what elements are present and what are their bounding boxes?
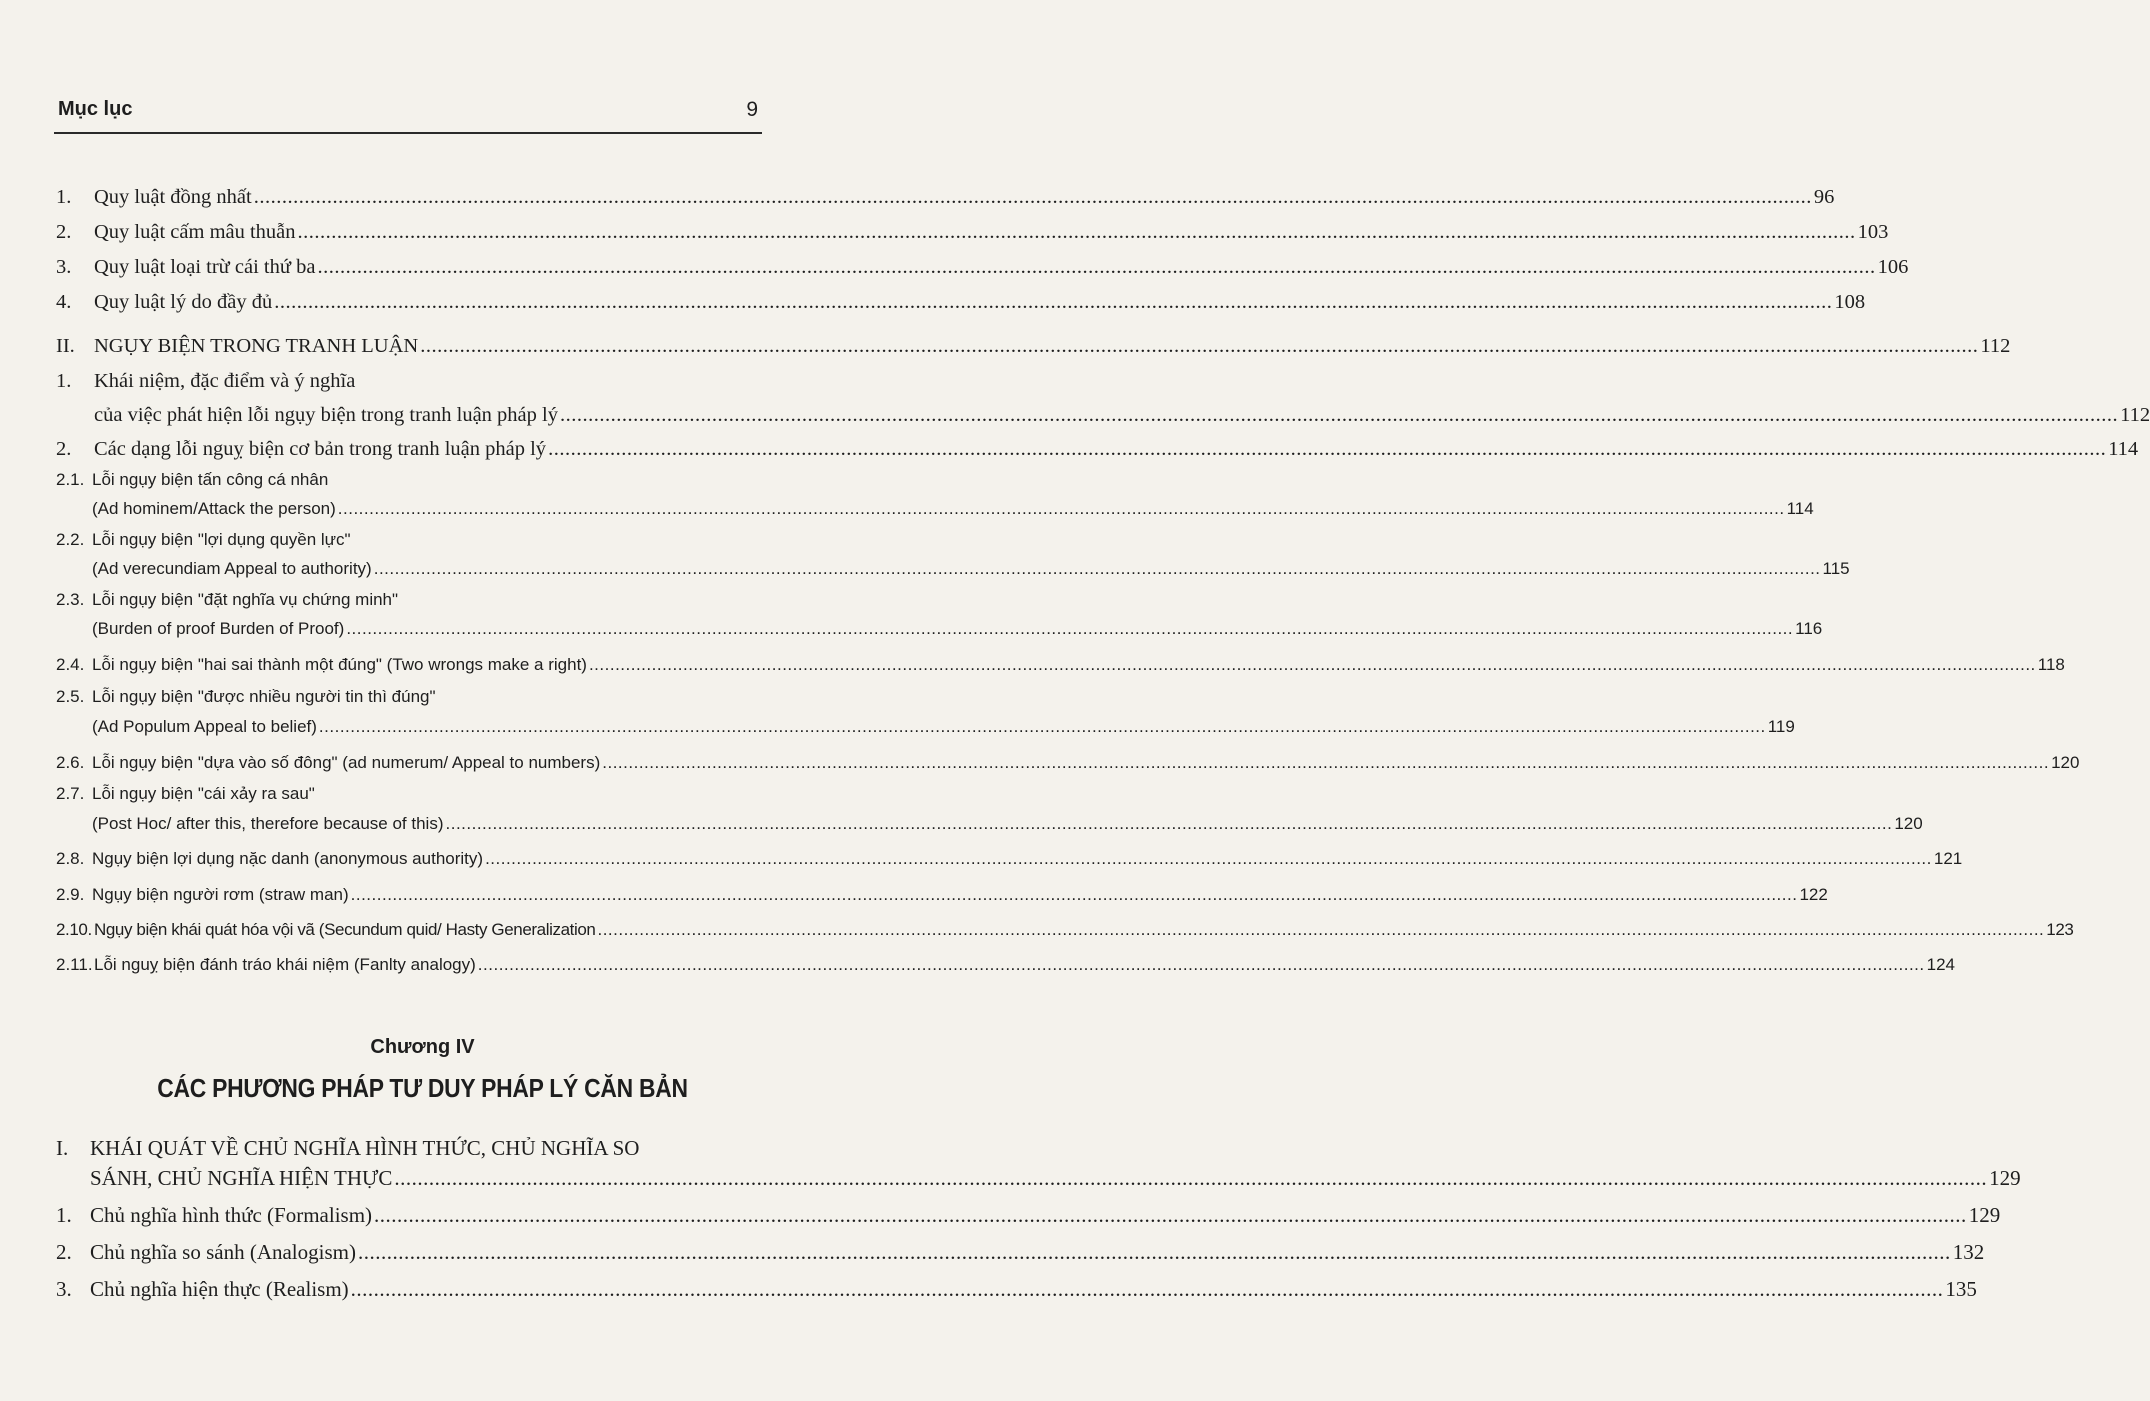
entry-page: 114 [1786, 499, 1814, 518]
leader-dots [478, 955, 1925, 975]
entry-title: Các dạng lỗi nguỵ biện cơ bản trong tranh luận pháp lý [94, 438, 547, 460]
toc-entry-continuation[interactable] [56, 717, 1795, 753]
leader-dots [589, 655, 2036, 675]
entry-title-cont: (Ad Populum Appeal to belief) [92, 717, 317, 736]
entry-title: Lỗi ngụy biện tấn công cá nhân [92, 470, 329, 489]
running-header-title: Mục lục [58, 98, 133, 120]
entry-number: 2.4. [56, 655, 85, 674]
entry-page: 120 [1894, 814, 1923, 833]
entry-number: 2. [56, 438, 72, 460]
leader-dots [560, 404, 2118, 427]
entry-title-cont: SÁNH, CHỦ NGHĨA HIỆN THỰC [90, 1166, 393, 1190]
entry-number: 2.9. [56, 885, 85, 904]
entry-title: Quy luật cấm mâu thuẫn [94, 221, 296, 243]
entry-page: 119 [1767, 717, 1795, 736]
entry-title: Chủ nghĩa hình thức (Formalism) [90, 1203, 373, 1227]
entry-number: II. [56, 335, 75, 357]
leader-dots [351, 885, 1798, 905]
toc-entry[interactable] [56, 470, 762, 499]
entry-title: Quy luật đồng nhất [94, 186, 252, 208]
entry-number: 3. [56, 1277, 72, 1301]
entry-title: Lỗi ngụy biện "hai sai thành một đúng" (Two wrongs make a right) [92, 655, 587, 674]
entry-title: Quy luật lý do đầy đủ [94, 291, 273, 313]
toc-entry-continuation[interactable] [56, 619, 1823, 655]
toc-entry[interactable] [56, 849, 1963, 885]
leader-dots [446, 814, 1893, 834]
leader-dots [374, 559, 1821, 579]
entry-number: 3. [56, 256, 72, 278]
chapter-title: CÁC PHƯƠNG PHÁP TƯ DUY PHÁP LÝ CĂN BẢN [157, 1073, 688, 1103]
entry-page: 129 [1989, 1166, 2021, 1190]
leader-dots [485, 849, 1932, 869]
entry-page: 114 [2108, 438, 2139, 460]
entry-page: 132 [1952, 1240, 1985, 1264]
entry-title: Quy luật loại trừ cái thứ ba [94, 256, 316, 278]
entry-number: 2.11. [56, 955, 93, 974]
entry-number: 2.8. [56, 849, 85, 868]
toc-entry[interactable] [56, 335, 2011, 370]
entry-page: 118 [2037, 655, 2065, 674]
entry-number: 1. [56, 370, 72, 392]
entry-number: 2.3. [56, 590, 85, 609]
entry-number: 2. [56, 221, 72, 243]
leader-dots [597, 920, 2044, 940]
leader-dots [351, 1277, 1944, 1302]
entry-title-cont: (Burden of proof Burden of Proof) [92, 619, 345, 638]
entry-title: Chủ nghĩa hiện thực (Realism) [90, 1277, 349, 1301]
entry-title: Lỗi ngụy biện "cái xảy ra sau" [92, 784, 315, 803]
toc-entry-continuation[interactable] [56, 814, 1923, 849]
entry-title-cont: (Post Hoc/ after this, therefore because of this) [92, 814, 444, 833]
entry-page: 103 [1857, 221, 1889, 243]
header-rule [54, 132, 762, 134]
toc-entry[interactable] [56, 784, 762, 814]
leader-dots [602, 753, 2049, 773]
leader-dots [358, 1240, 1951, 1265]
leader-dots [338, 499, 1785, 519]
toc-entry[interactable] [56, 530, 762, 559]
entry-page: 96 [1813, 186, 1835, 208]
leader-dots [374, 1203, 1967, 1228]
toc-entry[interactable] [56, 370, 762, 404]
page-number: 9 [746, 98, 758, 121]
entry-page: 112 [1980, 335, 2011, 357]
entry-title: Khái niệm, đặc điểm và ý nghĩa [94, 370, 356, 392]
leader-dots [254, 186, 1812, 209]
entry-page: 124 [1926, 955, 1955, 974]
entry-title: Lỗi ngụy biện "lợi dụng quyền lực" [92, 530, 351, 549]
toc-entry[interactable] [56, 885, 1828, 920]
entry-number: 2.7. [56, 784, 85, 803]
toc-entry-continuation[interactable] [56, 404, 2150, 438]
entry-page: 121 [1933, 849, 1963, 868]
entry-title-cont: (Ad hominem/Attack the person) [92, 499, 336, 518]
leader-dots [394, 1166, 1987, 1191]
entry-number: 2.10. [56, 920, 92, 939]
entry-page: 129 [1968, 1203, 2001, 1227]
entry-page: 106 [1877, 256, 1909, 278]
entry-number: 2.6. [56, 753, 85, 772]
leader-dots [420, 335, 1978, 358]
entry-number: 1. [56, 186, 72, 208]
entry-title: Lỗi ngụy biện "được nhiều người tin thì đúng" [92, 687, 436, 706]
chapter-label: Chương IV [370, 1036, 475, 1058]
toc-list [56, 186, 2150, 990]
entry-title: Ngụy biện khái quát hóa vội vã (Secundum quid/ Hasty Generalization [94, 920, 596, 939]
toc-entry[interactable] [56, 1240, 1985, 1277]
entry-page: 112 [2120, 404, 2150, 426]
entry-page: 122 [1799, 885, 1828, 904]
leader-dots [317, 256, 1875, 279]
entry-number: 2. [56, 1240, 72, 1264]
entry-title: Ngụy biện người rơm (straw man) [92, 885, 349, 904]
toc-list-chapter-iv [56, 1136, 2021, 1314]
toc-entry[interactable] [56, 920, 2074, 955]
entry-page: 120 [2051, 753, 2080, 772]
toc-entry[interactable] [56, 1203, 2001, 1240]
entry-title: Lỗi ngụy biện "dựa vào số đông" (ad numerum/ Appeal to numbers) [92, 753, 601, 772]
entry-title: NGỤY BIỆN TRONG TRANH LUẬN [94, 335, 419, 357]
entry-number: 2.2. [56, 530, 85, 549]
toc-entry[interactable] [56, 221, 1889, 256]
entry-title: KHÁI QUÁT VỀ CHỦ NGHĨA HÌNH THỨC, CHỦ NGHĨA SO [90, 1136, 640, 1160]
toc-entry[interactable] [56, 1136, 762, 1166]
entry-title-cont: của việc phát hiện lỗi ngụy biện trong tranh luận pháp lý [94, 404, 558, 426]
leader-dots [319, 717, 1766, 737]
toc-entry[interactable] [56, 291, 1866, 335]
entry-page: 116 [1795, 619, 1823, 638]
entry-number: 2.5. [56, 687, 85, 706]
entry-number: 1. [56, 1203, 72, 1227]
toc-entry[interactable] [56, 438, 2139, 470]
entry-title-cont: (Ad verecundiam Appeal to authority) [92, 559, 372, 578]
entry-page: 123 [2046, 920, 2074, 939]
entry-title: Lỗi ngụy biện "đặt nghĩa vụ chứng minh" [92, 590, 399, 609]
leader-dots [298, 221, 1856, 244]
entry-title: Lỗi nguỵ biện đánh tráo khái niệm (Fanlty analogy) [94, 955, 476, 974]
toc-entry[interactable] [56, 590, 762, 619]
toc-entry-continuation[interactable] [56, 1166, 2021, 1203]
entry-title: Chủ nghĩa so sánh (Analogism) [90, 1240, 356, 1264]
entry-number: 2.1. [56, 470, 85, 489]
toc-entry[interactable] [56, 687, 762, 717]
entry-number: I. [56, 1136, 69, 1160]
entry-page: 108 [1834, 291, 1866, 313]
leader-dots [548, 438, 2106, 461]
toc-entry[interactable] [56, 256, 1909, 291]
page-header [58, 98, 758, 132]
toc-entry[interactable] [56, 1277, 1977, 1314]
leader-dots [346, 619, 1793, 639]
toc-entry-continuation[interactable] [56, 559, 1850, 590]
entry-page: 115 [1822, 559, 1850, 578]
toc-entry[interactable] [56, 655, 2065, 687]
entry-title: Ngụy biện lợi dụng nặc danh (anonymous authority) [92, 849, 484, 868]
entry-page: 135 [1945, 1277, 1977, 1301]
toc-entry[interactable] [56, 186, 1835, 221]
entry-number: 4. [56, 291, 72, 313]
toc-entry-continuation[interactable] [56, 499, 1814, 530]
toc-entry[interactable] [56, 753, 2080, 784]
toc-entry[interactable] [56, 955, 1955, 990]
leader-dots [274, 291, 1832, 314]
